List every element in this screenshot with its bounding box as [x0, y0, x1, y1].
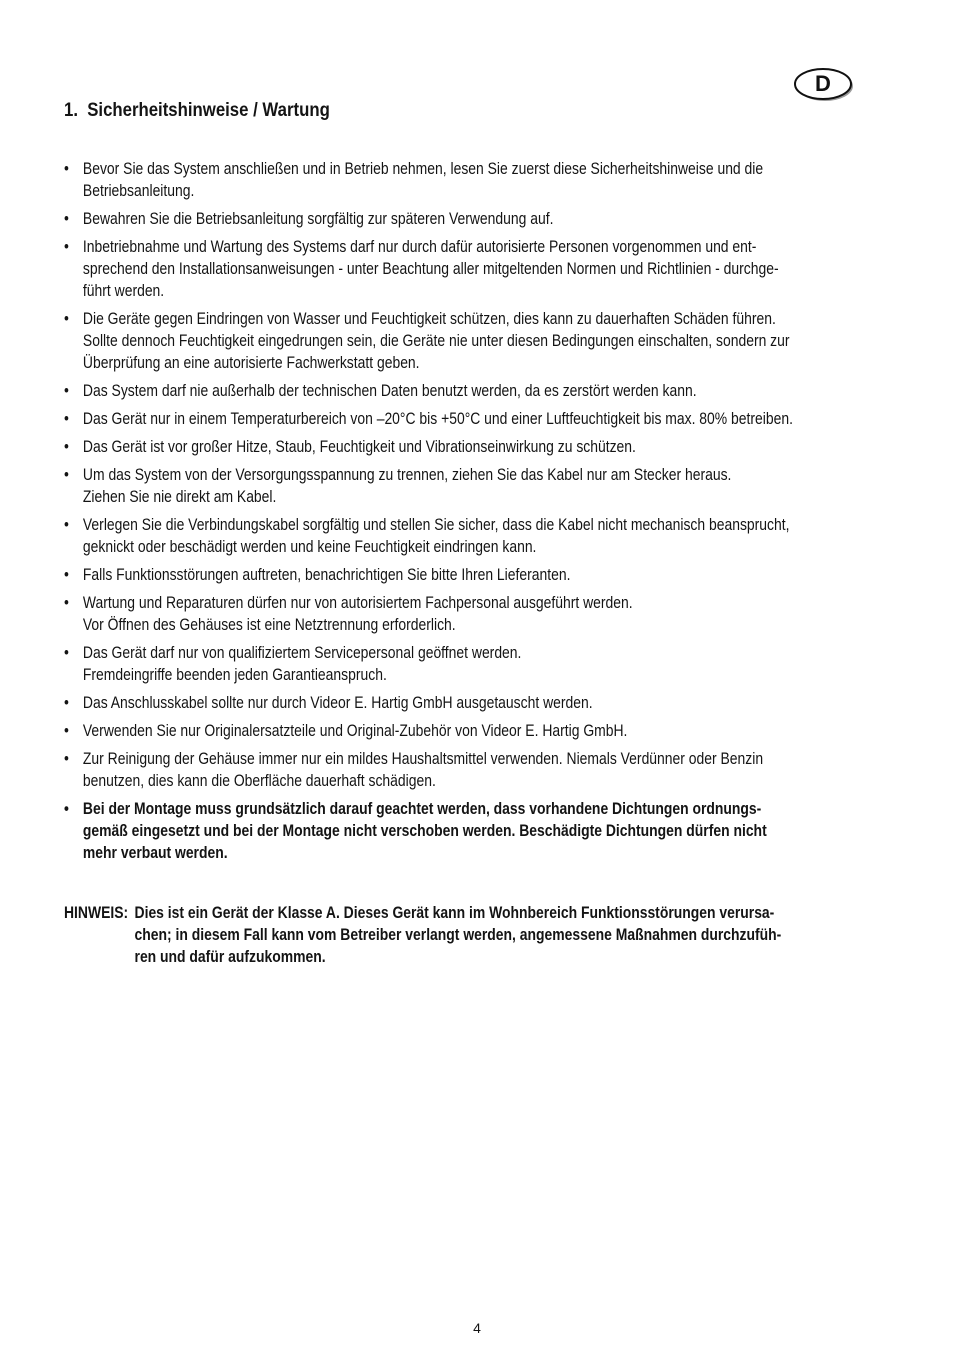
safety-note: • Das System darf nie außerhalb der technischen Daten benutzt werden, da es zerstört werden kann. [64, 380, 860, 402]
safety-note-important: • Bei der Montage muss grundsätzlich darauf geachtet werden, dass vorhandene Dichtungen ordnungs- gemäß eingesetzt und bei der Montage nicht verschoben werden. Beschädigte Dichtungen dürfen nicht mehr verbaut werden. [64, 798, 860, 864]
safety-note: • Bevor Sie das System anschließen und in Betrieb nehmen, lesen Sie zuerst diese Sicherheitshinweise und die Betriebsanleitung. [64, 158, 860, 202]
safety-note: • Bewahren Sie die Betriebsanleitung sorgfältig zur späteren Verwendung auf. [64, 208, 860, 230]
safety-note: • Das Gerät ist vor großer Hitze, Staub, Feuchtigkeit und Vibrationseinwirkung zu schützen. [64, 436, 860, 458]
section-title: Sicherheitshinweise / Wartung [87, 99, 330, 121]
page-title [64, 99, 330, 122]
safety-note: • Verlegen Sie die Verbindungskabel sorgfältig und stellen Sie sicher, dass die Kabel nicht mechanisch beansprucht, geknickt oder beschädigt werden und keine Feuchtigkeit eindringen kann. [64, 514, 860, 558]
safety-note: • Zur Reinigung der Gehäuse immer nur ein mildes Haushaltsmittel verwenden. Niemals Verdünner oder Benzin benutzen, dies kann die Oberfläche dauerhaft schädigen. [64, 748, 860, 792]
safety-note: • Inbetriebnahme und Wartung des Systems darf nur durch dafür autorisierte Personen vorgenommen und ent- sprechend den Installationsanweisungen - unter Beachtung aller mitgeltenden Normen und Richtlinien - durchge- führt werden. [64, 236, 860, 302]
safety-note: • Das Gerät nur in einem Temperaturbereich von –20°C bis +50°C und einer Luftfeuchtigkeit bis max. 80% betreiben. [64, 408, 860, 430]
section-number: 1. [64, 99, 78, 121]
safety-note: • Verwenden Sie nur Originalersatzteile und Original-Zubehör von Videor E. Hartig GmbH. [64, 720, 860, 742]
safety-note: • Wartung und Reparaturen dürfen nur von autorisiertem Fachpersonal ausgeführt werden. Vor Öffnen des Gehäuses ist eine Netztrennung erforderlich. [64, 592, 860, 636]
language-badge-letter: D [815, 71, 831, 96]
page-number: 4 [473, 1320, 481, 1336]
safety-note: • Die Geräte gegen Eindringen von Wasser und Feuchtigkeit schützen, dies kann zu dauerhaften Schäden führen. Sollte dennoch Feuchtigkeit eingedrungen sein, die Geräte nie unter diesen Bedingungen einschalten, sondern zur Überprüfung an eine autorisierte Fachwerkstatt geben. [64, 308, 860, 374]
hint-text: Dies ist ein Gerät der Klasse A. Dieses Gerät kann im Wohnbereich Funktionsstörungen verursa- chen; in diesem Fall kann vom Betreiber verlangt werden, angemessene Maßnahmen durchzufüh- ren und dafür aufzukommen. [134, 904, 782, 966]
safety-note: • Das Anschlusskabel sollte nur durch Videor E. Hartig GmbH ausgetauscht werden. [64, 692, 860, 714]
hint-block [64, 902, 860, 968]
safety-note: • Falls Funktionsstörungen auftreten, benachrichtigen Sie bitte Ihren Lieferanten. [64, 564, 860, 586]
hint-label: HINWEIS: [64, 904, 129, 922]
language-badge [794, 68, 852, 100]
safety-notes-list [64, 158, 860, 870]
safety-note: • Um das System von der Versorgungsspannung zu trennen, ziehen Sie das Kabel nur am Stecker heraus. Ziehen Sie nie direkt am Kabel. [64, 464, 860, 508]
safety-note: • Das Gerät darf nur von qualifiziertem Servicepersonal geöffnet werden. Fremdeingriffe beenden jeden Garantieanspruch. [64, 642, 860, 686]
